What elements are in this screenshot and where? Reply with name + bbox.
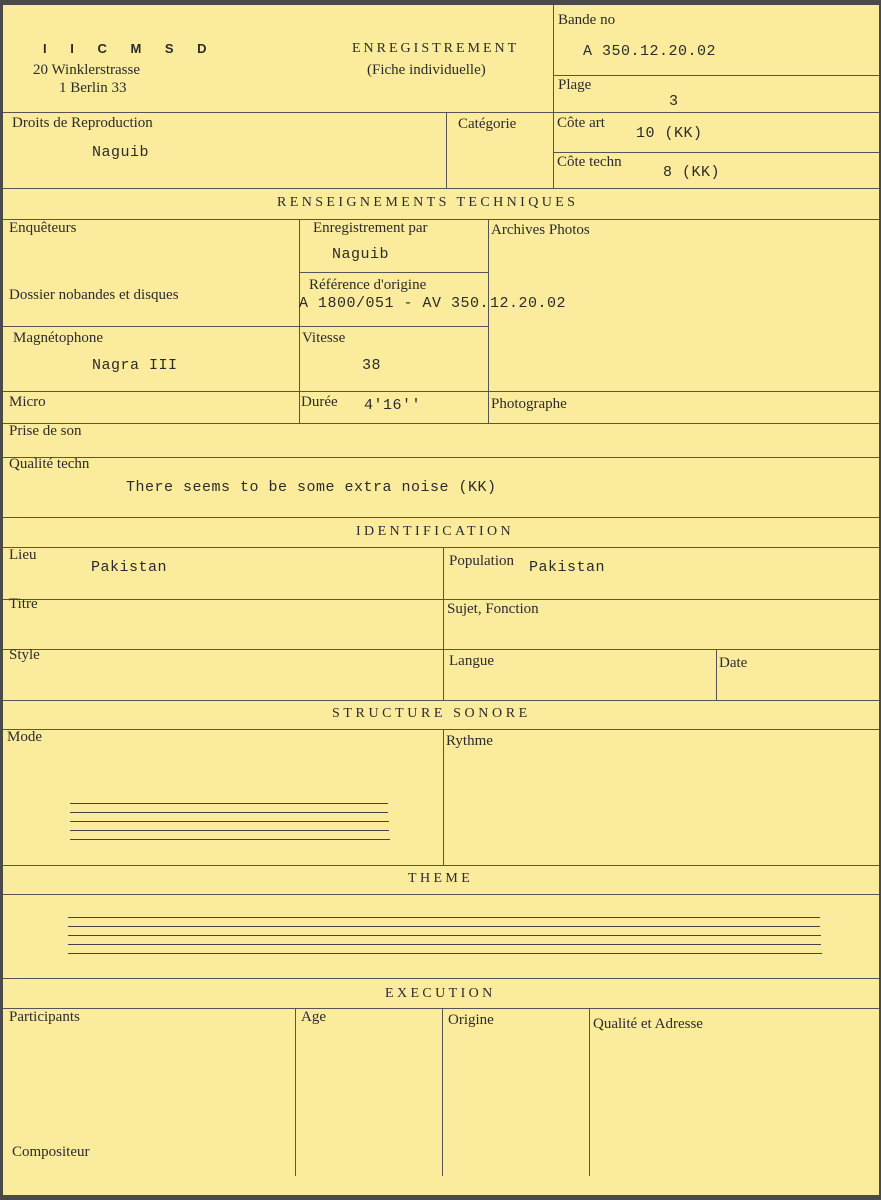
- rule: [3, 894, 879, 895]
- enregistrement-par-label: Enregistrement par: [313, 220, 428, 236]
- reference-label: Référence d'origine: [309, 277, 427, 293]
- langue-label: Langue: [449, 653, 494, 669]
- fiche-card: [3, 5, 879, 1195]
- bande-label: Bande no: [558, 12, 616, 28]
- staff-line: [70, 803, 388, 804]
- population-label: Population: [449, 553, 515, 569]
- section-title-execution: EXECUTION: [385, 986, 496, 1001]
- section-title-structure: STRUCTURE SONORE: [332, 706, 531, 721]
- staff-line: [68, 953, 822, 954]
- rule: [3, 423, 879, 424]
- dossier-label: Dossier nobandes et disques: [9, 287, 179, 303]
- population-value: Pakistan: [529, 559, 606, 576]
- duree-value: 4'16'': [364, 397, 422, 414]
- titre-label: Titre: [9, 596, 38, 612]
- cote-art-value: 10 (KK): [636, 125, 703, 142]
- staff-line: [70, 821, 389, 822]
- vitesse-label: Vitesse: [302, 330, 346, 346]
- rule: [442, 1008, 443, 1176]
- sujet-fonction-label: Sujet, Fonction: [447, 601, 539, 617]
- rule: [3, 547, 879, 548]
- staff-line: [70, 839, 390, 840]
- rule: [443, 547, 444, 700]
- rule: [3, 517, 879, 518]
- magnetophone-label: Magnétophone: [13, 330, 103, 346]
- qualite-techn-value: There seems to be some extra noise (KK): [126, 479, 497, 496]
- origine-label: Origine: [448, 1012, 494, 1028]
- archives-photos-label: Archives Photos: [491, 222, 590, 238]
- rule: [299, 272, 488, 273]
- vitesse-value: 38: [362, 357, 382, 374]
- rule: [446, 112, 447, 188]
- rythme-label: Rythme: [446, 733, 493, 749]
- date-label: Date: [719, 655, 748, 671]
- rule: [553, 5, 554, 188]
- mode-label: Mode: [7, 729, 42, 745]
- cote-techn-label: Côte techn: [557, 154, 622, 170]
- section-title-identification: IDENTIFICATION: [356, 524, 515, 539]
- rule: [3, 326, 488, 327]
- magnetophone-value: Nagra III: [92, 357, 178, 374]
- address-line-2: 1 Berlin 33: [59, 80, 127, 96]
- rule: [716, 649, 717, 700]
- droits-label: Droits de Reproduction: [12, 115, 153, 131]
- address-line-1: 20 Winklerstrasse: [33, 62, 141, 78]
- rule: [3, 599, 879, 600]
- lieu-value: Pakistan: [91, 559, 168, 576]
- droits-value: Naguib: [92, 144, 150, 161]
- staff-line: [68, 917, 820, 918]
- cote-art-label: Côte art: [557, 115, 605, 131]
- micro-label: Micro: [9, 394, 46, 410]
- plage-value: 3: [669, 93, 679, 110]
- photographe-label: Photographe: [491, 396, 567, 412]
- compositeur-label: Compositeur: [12, 1144, 90, 1160]
- rule: [488, 219, 489, 424]
- section-title-techniques: RENSEIGNEMENTS TECHNIQUES: [277, 195, 579, 210]
- staff-line: [68, 944, 821, 945]
- staff-line: [70, 812, 388, 813]
- institute-name: I I C M S D: [43, 41, 217, 56]
- staff-line: [68, 926, 820, 927]
- rule: [3, 1008, 879, 1009]
- participants-label: Participants: [9, 1009, 80, 1025]
- rule: [3, 188, 879, 189]
- section-title-theme: THEME: [408, 871, 474, 886]
- rule: [3, 112, 879, 113]
- qualite-techn-label: Qualité techn: [9, 456, 90, 472]
- rule: [3, 649, 879, 650]
- enqueteurs-label: Enquêteurs: [9, 220, 77, 236]
- qualite-adresse-label: Qualité et Adresse: [593, 1016, 703, 1032]
- form-title: ENREGISTREMENT: [352, 41, 520, 56]
- rule: [295, 1008, 296, 1176]
- rule: [3, 700, 879, 701]
- plage-label: Plage: [558, 77, 592, 93]
- bande-value: A 350.12.20.02: [583, 43, 717, 60]
- prise-de-son-label: Prise de son: [9, 423, 82, 439]
- rule: [589, 1008, 590, 1176]
- rule: [3, 457, 879, 458]
- staff-line: [70, 830, 389, 831]
- rule: [3, 391, 879, 392]
- style-label: Style: [9, 647, 40, 663]
- age-label: Age: [301, 1009, 326, 1025]
- cote-techn-value: 8 (KK): [663, 164, 721, 181]
- rule: [443, 729, 444, 865]
- rule: [3, 219, 879, 220]
- duree-label: Durée: [301, 394, 338, 410]
- rule: [3, 865, 879, 866]
- enregistrement-par-value: Naguib: [332, 246, 390, 263]
- rule: [3, 978, 879, 979]
- form-subtitle: (Fiche individuelle): [367, 62, 486, 78]
- reference-value-continued: 12.20.02: [490, 295, 567, 312]
- categorie-label: Catégorie: [458, 116, 517, 132]
- reference-value: A 1800/051 - AV 350.: [299, 295, 490, 312]
- rule: [553, 75, 879, 76]
- lieu-label: Lieu: [9, 547, 37, 563]
- staff-line: [68, 935, 821, 936]
- rule: [3, 729, 879, 730]
